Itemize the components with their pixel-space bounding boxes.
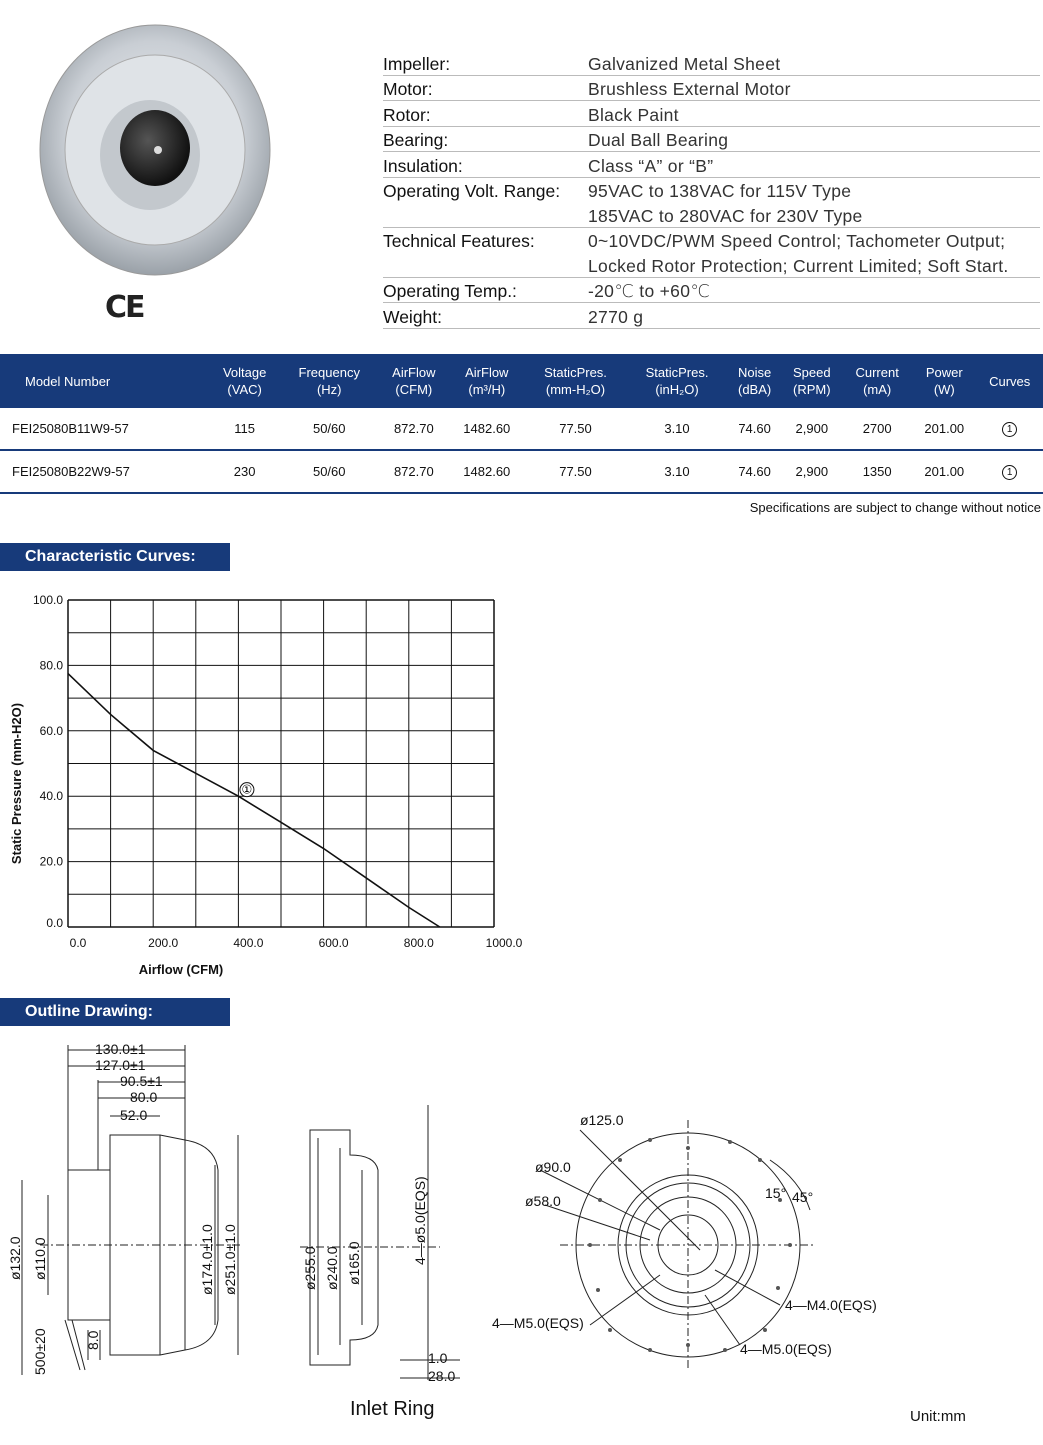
table-cell: 872.70: [379, 408, 449, 450]
header-line-1: StaticPres.: [544, 365, 607, 380]
table-header-cell: [912, 354, 976, 408]
table-cell: FEI25080B11W9-57: [0, 408, 210, 450]
header-line-1: StaticPres.: [645, 365, 709, 380]
header-line-2: (Hz): [316, 382, 342, 397]
table-cell: 1350: [842, 450, 912, 493]
dim-m5-bottom: 4—M5.0(EQS): [740, 1341, 832, 1357]
table-cell: 50/60: [280, 408, 379, 450]
spec-label: Insulation:: [383, 155, 463, 176]
spec-value: Galvanized Metal Sheet: [588, 53, 781, 74]
table-cell: 77.50: [525, 408, 627, 450]
table-cell: [976, 450, 1043, 493]
x-tick-label: 800.0: [403, 936, 434, 950]
spec-value: Brushless External Motor: [588, 79, 791, 99]
header-line-2: (W): [933, 382, 955, 397]
y-tick-label: 100.0: [32, 593, 63, 607]
spec-row: [383, 76, 1040, 102]
dim-d90: ø90.0: [535, 1159, 571, 1175]
dim-130: 130.0±1: [95, 1041, 146, 1057]
y-tick-label: 60.0: [39, 723, 63, 738]
spec-row: [383, 50, 1040, 76]
x-tick-label: 1000.0: [485, 936, 523, 950]
spec-label: Rotor:: [383, 104, 431, 125]
y-tick-label: 0.0: [46, 916, 63, 930]
dim-15deg: 15°: [765, 1185, 787, 1201]
dim-d240: ø240.0: [324, 1246, 340, 1290]
spec-row: [383, 178, 1040, 203]
x-tick-label: 0.0: [69, 936, 87, 950]
spec-value: 185VAC to 280VAC for 230V Type: [588, 205, 863, 226]
spec-value: Locked Rotor Protection; Current Limited; Soft Start.: [588, 255, 1009, 276]
dim-d174: ø174.0±1.0: [199, 1224, 215, 1295]
table-header-cell: [842, 354, 912, 408]
spec-row: [383, 127, 1040, 153]
dim-d125: ø125.0: [580, 1112, 624, 1128]
table-cell: FEI25080B22W9-57: [0, 450, 210, 493]
header-line-2: (inH₂O): [655, 382, 699, 397]
table-row: [0, 408, 1043, 450]
header-line-1: Power: [925, 365, 963, 380]
x-tick-label: 200.0: [148, 936, 179, 950]
header-line-2: (dBA): [737, 382, 772, 397]
outline-drawing: [0, 1030, 1043, 1410]
spec-row: [383, 202, 1040, 228]
header-line-2: (m³/H): [468, 382, 506, 397]
table-cell: 3.10: [626, 408, 728, 450]
spec-value: 0~10VDC/PWM Speed Control; Tachometer Output;: [588, 231, 1006, 251]
spec-label: Impeller:: [383, 53, 451, 74]
header-line-2: (CFM): [395, 382, 433, 397]
dim-d132: ø132.0: [7, 1236, 23, 1280]
table-cell: 2700: [842, 408, 912, 450]
spec-label: Technical Features:: [383, 231, 535, 251]
dim-holes: 4—ø5.0(EQS): [412, 1176, 428, 1265]
table-cell: 2,900: [781, 450, 842, 493]
table-row: [0, 450, 1043, 493]
dim-m5-left: 4—M5.0(EQS): [492, 1315, 584, 1331]
table-cell: 77.50: [525, 450, 627, 493]
table-cell: 201.00: [912, 408, 976, 450]
spec-label: Weight:: [383, 306, 443, 327]
spec-label: Operating Volt. Range:: [383, 181, 561, 201]
header-line-2: (RPM): [793, 382, 831, 397]
table-cell: 115: [210, 408, 280, 450]
table-cell: 2,900: [781, 408, 842, 450]
header-line-1: AirFlow: [465, 365, 509, 380]
table-cell: 230: [210, 450, 280, 493]
dim-d251: ø251.0±1.0: [222, 1224, 238, 1295]
dim-90-5: 90.5±1: [120, 1073, 163, 1089]
table-header-cell: [976, 354, 1043, 408]
table-header-cell: [781, 354, 842, 408]
table-cell: 1482.60: [449, 408, 525, 450]
dim-45deg: 45°: [792, 1189, 814, 1205]
curves-section-title: Characteristic Curves:: [0, 543, 230, 571]
header-line-2: (VAC): [227, 382, 262, 397]
annotation-text: ①: [241, 782, 253, 797]
curve-ref: 1: [1002, 465, 1017, 480]
spec-row: [383, 101, 1040, 127]
y-tick-label: 40.0: [39, 789, 63, 804]
spec-note: Specifications are subject to change without notice: [749, 500, 1041, 515]
y-tick-label: 20.0: [39, 854, 63, 869]
ce-mark: CE: [105, 290, 144, 325]
dim-d110: ø110.0: [32, 1237, 48, 1280]
spec-label: Bearing:: [383, 130, 449, 150]
dim-m4: 4—M4.0(EQS): [785, 1297, 877, 1313]
spec-value: 95VAC to 138VAC for 115V Type: [588, 181, 852, 201]
spec-value: Dual Ball Bearing: [588, 130, 729, 150]
inlet-ring-label: Inlet Ring: [350, 1398, 435, 1420]
table-header-cell: [280, 354, 379, 408]
y-tick-label: 80.0: [39, 658, 63, 673]
spec-list: [383, 50, 1040, 329]
dim-500: 500±20: [32, 1328, 48, 1375]
dim-8: 8.0: [85, 1330, 101, 1350]
header-line-1: AirFlow: [392, 365, 436, 380]
table-header-cell: [525, 354, 627, 408]
x-tick-label: 400.0: [233, 936, 264, 950]
spec-value: Class “A” or “B”: [588, 155, 714, 176]
table-header-cell: [728, 354, 782, 408]
spec-value: 2770 g: [588, 306, 644, 327]
table-cell: 74.60: [728, 408, 782, 450]
product-image: [20, 20, 275, 280]
series-line: [68, 674, 440, 927]
dim-d255: ø255.0: [302, 1246, 318, 1290]
header-line-1: Speed: [793, 365, 831, 380]
spec-label: Motor:: [383, 79, 433, 99]
dim-52: 52.0: [120, 1107, 148, 1123]
table-header-cell: [379, 354, 449, 408]
table-header-cell: [210, 354, 280, 408]
dim-d58: ø58.0: [525, 1193, 561, 1209]
table-header-cell: [449, 354, 525, 408]
table-cell: 74.60: [728, 450, 782, 493]
table-cell: 1482.60: [449, 450, 525, 493]
dim-80: 80.0: [130, 1089, 158, 1105]
dim-127: 127.0±1: [95, 1057, 146, 1073]
table-cell: 201.00: [912, 450, 976, 493]
table-cell: 50/60: [280, 450, 379, 493]
spec-row: [383, 228, 1040, 253]
y-axis-label: Static Pressure (mm-H2O): [9, 702, 24, 865]
spec-label: Operating Temp.:: [383, 281, 517, 301]
table-cell: 3.10: [626, 450, 728, 493]
dim-1: 1.0: [428, 1350, 448, 1366]
table-header-row: [0, 354, 1043, 408]
header-line-1: Current: [855, 365, 899, 380]
header-line-1: Frequency: [298, 365, 360, 380]
characteristic-chart: [0, 585, 530, 985]
spec-row: [383, 278, 1040, 304]
header-line-1: Noise: [737, 365, 772, 380]
model-table: [0, 354, 1043, 494]
header-line-1: Model Number: [25, 373, 111, 389]
curve-annotation: [240, 783, 254, 797]
spec-value: -20℃ to +60℃: [588, 281, 711, 301]
curve-ref: 1: [1002, 422, 1017, 437]
dim-d165: ø165.0: [346, 1241, 362, 1285]
table-header-cell: [0, 354, 210, 408]
spec-row: [383, 152, 1040, 178]
table-cell: [976, 408, 1043, 450]
unit-label: Unit:mm: [910, 1408, 966, 1425]
spec-value: Black Paint: [588, 104, 679, 125]
spec-row: [383, 303, 1040, 329]
header-line-1: Curves: [989, 373, 1031, 389]
x-tick-label: 600.0: [318, 936, 349, 950]
table-header-cell: [626, 354, 728, 408]
header-line-2: (mm-H₂O): [545, 382, 606, 397]
dim-28: 28.0: [428, 1368, 456, 1384]
header-line-2: (mA): [863, 382, 892, 397]
x-axis-label: Airflow (CFM): [138, 962, 224, 977]
table-cell: 872.70: [379, 450, 449, 493]
header-line-1: Voltage: [222, 365, 267, 380]
spec-row: [383, 252, 1040, 278]
outline-section-title: Outline Drawing:: [0, 998, 230, 1026]
